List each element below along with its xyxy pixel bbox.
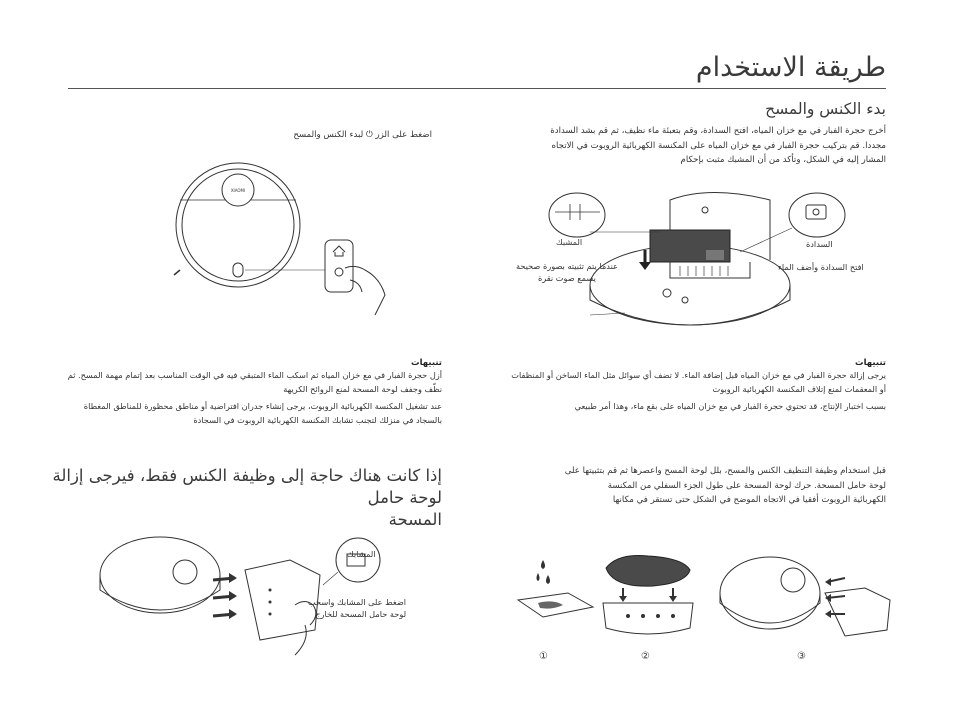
step-number: ③	[797, 651, 806, 662]
remove-mop-illustration	[95, 530, 425, 660]
instruction-line: مجددا. قم بتركيب حجرة الفبار في مع خزان المياه على المكنسة الكهربائية الروبوت في الاتجاه	[551, 140, 886, 151]
installed-label-line: يسمع صوت نقرة	[537, 273, 596, 283]
slide-mop-illustration	[715, 548, 895, 648]
left-notes	[42, 369, 442, 427]
mop-install-instructions	[506, 464, 886, 508]
robot-top-illustration	[170, 160, 410, 320]
right-notes-title: تنبيهات	[855, 358, 886, 368]
stopper-label: السدادة	[806, 239, 833, 249]
press-text: اضغط على الزر	[375, 130, 432, 140]
heading-line: إذا كانت هناك حاجة إلى وظيفة الكنس فقط، فيرجى إزالة لوحة حامل	[52, 466, 442, 507]
power-icon: ⏻	[365, 130, 373, 140]
press-text-2: لبدء الكنس والمسح	[293, 130, 364, 140]
clip-label: المشبك	[556, 237, 583, 247]
instruction-line: المشار إليه في الشكل، وتأكد من أن المشبك مثبت بإحكام	[680, 155, 886, 165]
note-line: بالسجاد في منزلك لتجنب تشابك المكنسة الكهربائية الروبوت في السجادة	[193, 414, 442, 425]
note-line: أزل حجرة الفبار في مع خزان المياه ثم اسكب الماء المتبقي فيه في الوقت المناسب بعد إتمام مهمة المسح. ثم	[67, 370, 442, 380]
brand-logo: XIAOMI	[230, 188, 246, 193]
note-line: أو المعقمات لمنع إتلاف المكنسة الكهربائية الروبوت	[712, 383, 886, 394]
left-notes-title: تنبيهات	[411, 358, 442, 368]
instruction-line: لوحة حامل المسحة. حرك لوحة المسحة على طول الجزء السفلي من المكنسة	[607, 480, 886, 491]
instruction-line: لوحة حامل المسحة للخارج	[315, 609, 407, 619]
heading-line: المسحة	[388, 510, 442, 529]
instruction-line: الكهربائية الروبوت أفقيا في الاتجاه الموضح في الشكل حتى تستقر في مكانها	[612, 495, 886, 505]
press-button-instruction	[293, 128, 432, 143]
clips-label: المشابك	[347, 549, 376, 559]
title-divider	[68, 88, 886, 89]
instruction-line: اضغط على المشابك واسحب	[308, 597, 407, 607]
instruction-line: قبل استخدام وظيفة التنظيف الكنس والمسح، بلل لوحة المسح واعصرها ثم قم بتثبيتها على	[564, 466, 886, 476]
right-notes	[506, 369, 886, 414]
note-line: يرجى إزالة حجرة الفبار في مع خزان المياه قبل إضافة الماء. لا تضف أي سوائل مثل الماء الساخن أو المنظفات	[511, 370, 886, 380]
press-clips-instruction	[308, 596, 406, 620]
installed-label-line: عندما يتم تثبيته بصورة صحيحة	[516, 261, 618, 271]
step-number: ②	[641, 651, 650, 662]
wet-mop-illustration	[508, 555, 598, 625]
fill-label: افتح السدادة وأضف الماء	[778, 262, 864, 272]
attach-mop-illustration	[598, 548, 698, 643]
step-number: ①	[539, 651, 548, 662]
sweep-only-heading	[42, 465, 442, 531]
note-line: عند تشغيل المكنسة الكهربائية الروبوت، يرجى إنشاء جدران افتراضية أو مناطق محظورة للمناطق المغطاة	[83, 401, 442, 411]
start-section-heading: بدء الكنس والمسح	[765, 100, 886, 118]
note-line: بسبب اختبار الإنتاج، قد تحتوي حجرة الفبار في مع خزان المياه على بقع ماء، وهذا أمر طبيعي	[574, 401, 886, 411]
note-line: نظّف وجفف لوحة المسحة لمنع الروائح الكريهة	[283, 383, 442, 394]
fill-instructions	[506, 124, 886, 168]
installed-label	[516, 260, 618, 284]
instruction-line: أخرج حجرة الفبار في مع خزان المياه، افتح السدادة، وقم بتعبئة ماء نظيف، ثم قم بشد السدادة	[550, 126, 886, 136]
page-title: طريقة الاستخدام	[695, 52, 886, 83]
